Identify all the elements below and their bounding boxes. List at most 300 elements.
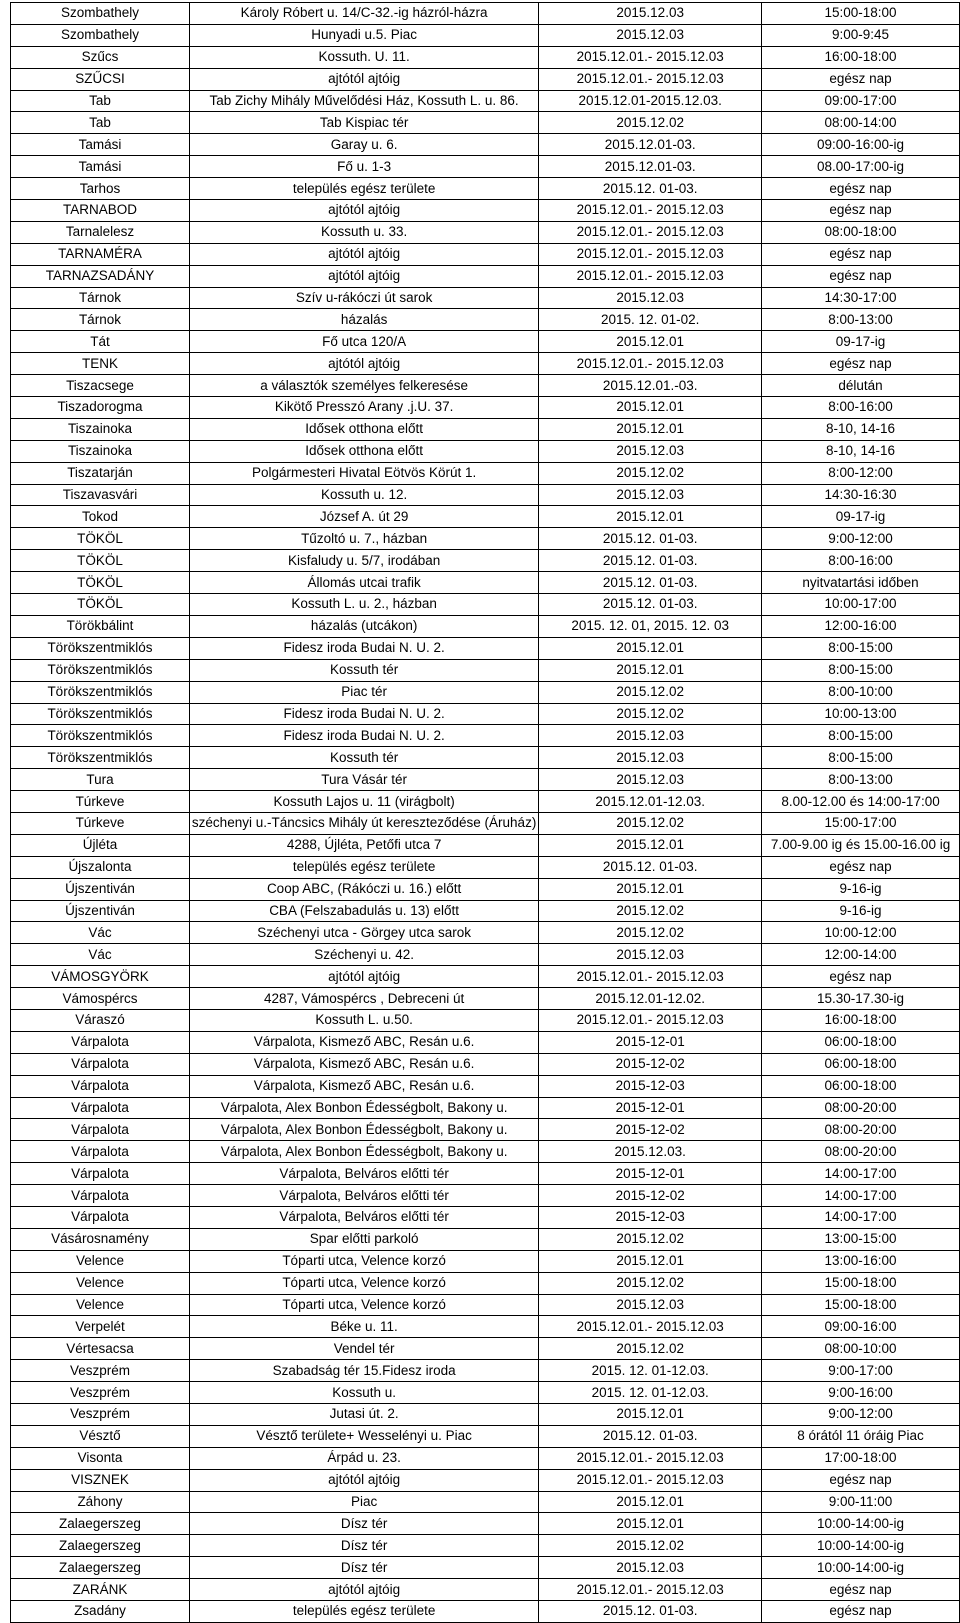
cell-settlement: Várpalota [11, 1163, 190, 1185]
table-row [11, 1250, 960, 1272]
table-row [11, 878, 960, 900]
cell-time: 9:00-12:00 [762, 1404, 960, 1426]
cell-location: Várpalota, Kismező ABC, Resán u.6. [189, 1031, 538, 1053]
cell-location: Piac tér [189, 681, 538, 703]
cell-settlement: Vámospércs [11, 988, 190, 1010]
cell-time: 8:00-15:00 [762, 747, 960, 769]
cell-location: Várpalota, Alex Bonbon Édességbolt, Bakony u. [189, 1119, 538, 1141]
cell-location: Kisfaludy u. 5/7, irodában [189, 550, 538, 572]
cell-settlement: Zsadány [11, 1601, 190, 1623]
cell-time: 14:00-17:00 [762, 1185, 960, 1207]
cell-settlement: TARNAZSADÁNY [11, 265, 190, 287]
cell-time: 08:00-20:00 [762, 1141, 960, 1163]
cell-date: 2015.12.03 [539, 484, 762, 506]
cell-time: 10:00-14:00-ig [762, 1557, 960, 1579]
cell-time: 8:00-15:00 [762, 637, 960, 659]
cell-settlement: Tiszatarján [11, 462, 190, 484]
cell-date: 2015.12.02 [539, 922, 762, 944]
cell-settlement: Vértesacsa [11, 1338, 190, 1360]
table-row [11, 1119, 960, 1141]
table-row [11, 90, 960, 112]
cell-date: 2015.12.03 [539, 725, 762, 747]
cell-settlement: ZARÁNK [11, 1579, 190, 1601]
cell-time: 8:00-12:00 [762, 462, 960, 484]
cell-settlement: Veszprém [11, 1382, 190, 1404]
table-row [11, 681, 960, 703]
table-row [11, 484, 960, 506]
cell-location: település egész területe [189, 1601, 538, 1623]
cell-location: Piac [189, 1491, 538, 1513]
cell-date: 2015-12-03 [539, 1206, 762, 1228]
cell-time: 8:00-16:00 [762, 550, 960, 572]
cell-location: Hunyadi u.5. Piac [189, 24, 538, 46]
cell-date: 2015.12.02 [539, 1228, 762, 1250]
table-row [11, 725, 960, 747]
table-row [11, 1447, 960, 1469]
cell-date: 2015.12.01-2015.12.03. [539, 90, 762, 112]
table-row [11, 528, 960, 550]
cell-date: 2015.12.02 [539, 1535, 762, 1557]
cell-location: Polgármesteri Hivatal Eötvös Körút 1. [189, 462, 538, 484]
cell-location: ajtótól ajtóig [189, 1579, 538, 1601]
table-row [11, 856, 960, 878]
cell-date: 2015.12.01-03. [539, 134, 762, 156]
cell-location: Garay u. 6. [189, 134, 538, 156]
cell-time: 08.00-17:00-ig [762, 156, 960, 178]
table-row [11, 1272, 960, 1294]
table-row [11, 1601, 960, 1623]
table-row [11, 3, 960, 25]
cell-time: 10:00-14:00-ig [762, 1513, 960, 1535]
cell-date: 2015.12.03 [539, 440, 762, 462]
cell-time: 09-17-ig [762, 331, 960, 353]
table-row [11, 221, 960, 243]
cell-location: Állomás utcai trafik [189, 572, 538, 594]
cell-location: Várpalota, Belváros előtti tér [189, 1163, 538, 1185]
cell-time: 8.00-12.00 és 14:00-17:00 [762, 791, 960, 813]
cell-date: 2015.12.03 [539, 287, 762, 309]
cell-location: József A. út 29 [189, 506, 538, 528]
cell-settlement: Veszprém [11, 1360, 190, 1382]
cell-date: 2015.12. 01-03. [539, 1601, 762, 1623]
cell-settlement: Tarnalelesz [11, 221, 190, 243]
cell-time: 8:00-13:00 [762, 309, 960, 331]
cell-date: 2015.12.02 [539, 812, 762, 834]
cell-location: a választók személyes felkeresése [189, 375, 538, 397]
table-row [11, 1535, 960, 1557]
cell-time: 09-17-ig [762, 506, 960, 528]
cell-location: Szív u-rákóczi út sarok [189, 287, 538, 309]
cell-location: Idősek otthona előtt [189, 418, 538, 440]
cell-time: 8-10, 14-16 [762, 418, 960, 440]
cell-date: 2015.12.03 [539, 1294, 762, 1316]
cell-location: Kossuth L. u.50. [189, 1009, 538, 1031]
cell-location: Dísz tér [189, 1535, 538, 1557]
cell-location: Fő utca 120/A [189, 331, 538, 353]
cell-settlement: Törökszentmiklós [11, 747, 190, 769]
cell-time: 8 órától 11 óráig Piac [762, 1425, 960, 1447]
cell-location: ajtótól ajtóig [189, 68, 538, 90]
cell-time: 14:00-17:00 [762, 1206, 960, 1228]
cell-date: 2015.12.03 [539, 3, 762, 25]
cell-date: 2015.12.01 [539, 418, 762, 440]
table-row [11, 462, 960, 484]
cell-time: 08:00-14:00 [762, 112, 960, 134]
cell-settlement: Záhony [11, 1491, 190, 1513]
table-row [11, 375, 960, 397]
table-row [11, 68, 960, 90]
cell-settlement: TÖKÖL [11, 528, 190, 550]
cell-settlement: Vásárosnamény [11, 1228, 190, 1250]
cell-settlement: TÖKÖL [11, 550, 190, 572]
cell-time: 09:00-16:00-ig [762, 134, 960, 156]
cell-time: 10:00-14:00-ig [762, 1535, 960, 1557]
table-row [11, 1097, 960, 1119]
cell-location: Várpalota, Kismező ABC, Resán u.6. [189, 1075, 538, 1097]
table-row [11, 966, 960, 988]
cell-time: 9:00-17:00 [762, 1360, 960, 1382]
cell-location: Kossuth u. 12. [189, 484, 538, 506]
cell-time: egész nap [762, 856, 960, 878]
cell-settlement: Zalaegerszeg [11, 1535, 190, 1557]
cell-time: délután [762, 375, 960, 397]
cell-time: 08:00-20:00 [762, 1097, 960, 1119]
cell-time: 10:00-12:00 [762, 922, 960, 944]
cell-date: 2015.12.01.- 2015.12.03 [539, 265, 762, 287]
cell-time: egész nap [762, 178, 960, 200]
cell-date: 2015.12.01.- 2015.12.03 [539, 68, 762, 90]
cell-date: 2015.12. 01-03. [539, 572, 762, 594]
table-row [11, 200, 960, 222]
table-row [11, 1206, 960, 1228]
cell-time: 7.00-9.00 ig és 15.00-16.00 ig [762, 834, 960, 856]
cell-settlement: Újszalonta [11, 856, 190, 878]
cell-location: Tura Vásár tér [189, 769, 538, 791]
cell-date: 2015-12-03 [539, 1075, 762, 1097]
cell-date: 2015.12.01.- 2015.12.03 [539, 221, 762, 243]
cell-location: Tűzoltó u. 7., házban [189, 528, 538, 550]
cell-time: 9:00-12:00 [762, 528, 960, 550]
cell-settlement: Tab [11, 90, 190, 112]
cell-date: 2015.12.01 [539, 506, 762, 528]
cell-settlement: Várpalota [11, 1185, 190, 1207]
cell-time: 8-10, 14-16 [762, 440, 960, 462]
cell-date: 2015.12.01 [539, 1404, 762, 1426]
cell-location: Kossuth Lajos u. 11 (virágbolt) [189, 791, 538, 813]
cell-time: egész nap [762, 243, 960, 265]
cell-date: 2015.12.03 [539, 1557, 762, 1579]
cell-location: Széchenyi utca - Görgey utca sarok [189, 922, 538, 944]
cell-date: 2015.12. 01-03. [539, 528, 762, 550]
cell-settlement: Vác [11, 922, 190, 944]
cell-location: Fidesz iroda Budai N. U. 2. [189, 637, 538, 659]
cell-location: Fő u. 1-3 [189, 156, 538, 178]
table-row [11, 572, 960, 594]
table-row [11, 1141, 960, 1163]
cell-settlement: Törökszentmiklós [11, 681, 190, 703]
cell-date: 2015.12. 01-03. [539, 178, 762, 200]
cell-time: 13:00-16:00 [762, 1250, 960, 1272]
cell-settlement: Túrkeve [11, 791, 190, 813]
table-row [11, 440, 960, 462]
cell-settlement: Vác [11, 944, 190, 966]
cell-date: 2015.12.01 [539, 659, 762, 681]
cell-time: 10:00-13:00 [762, 703, 960, 725]
cell-location: Tóparti utca, Velence korzó [189, 1294, 538, 1316]
cell-time: 08:00-18:00 [762, 221, 960, 243]
cell-time: 14:00-17:00 [762, 1163, 960, 1185]
cell-time: 06:00-18:00 [762, 1031, 960, 1053]
cell-settlement: Várpalota [11, 1206, 190, 1228]
table-row [11, 331, 960, 353]
table-row [11, 834, 960, 856]
table-row [11, 243, 960, 265]
cell-date: 2015.12.01 [539, 1250, 762, 1272]
cell-date: 2015-12-01 [539, 1031, 762, 1053]
cell-location: Szabadság tér 15.Fidesz iroda [189, 1360, 538, 1382]
table-row [11, 1382, 960, 1404]
cell-date: 2015.12.01.- 2015.12.03 [539, 1009, 762, 1031]
table-row [11, 637, 960, 659]
table-row [11, 178, 960, 200]
cell-date: 2015.12.02 [539, 1338, 762, 1360]
cell-time: 16:00-18:00 [762, 46, 960, 68]
cell-date: 2015-12-02 [539, 1053, 762, 1075]
cell-location: Kossuth u. 33. [189, 221, 538, 243]
cell-date: 2015.12.01 [539, 1513, 762, 1535]
cell-settlement: Várpalota [11, 1053, 190, 1075]
cell-location: Várpalota, Alex Bonbon Édességbolt, Bakony u. [189, 1097, 538, 1119]
cell-location: Kossuth u. [189, 1382, 538, 1404]
table-row [11, 24, 960, 46]
cell-time: 15:00-18:00 [762, 3, 960, 25]
cell-settlement: Törökszentmiklós [11, 703, 190, 725]
cell-time: 12:00-14:00 [762, 944, 960, 966]
cell-settlement: Zalaegerszeg [11, 1557, 190, 1579]
cell-time: 8:00-15:00 [762, 725, 960, 747]
table-row [11, 1228, 960, 1250]
schedule-table-body [11, 3, 960, 1623]
cell-settlement: TARNABOD [11, 200, 190, 222]
cell-date: 2015.12.01.- 2015.12.03 [539, 1579, 762, 1601]
cell-settlement: Tiszavasvári [11, 484, 190, 506]
cell-location: Dísz tér [189, 1557, 538, 1579]
cell-location: ajtótól ajtóig [189, 966, 538, 988]
cell-location: település egész területe [189, 178, 538, 200]
cell-settlement: TENK [11, 353, 190, 375]
table-row [11, 1075, 960, 1097]
cell-time: 09:00-17:00 [762, 90, 960, 112]
table-row [11, 703, 960, 725]
cell-settlement: Törökszentmiklós [11, 725, 190, 747]
cell-settlement: TÖKÖL [11, 594, 190, 616]
table-row [11, 506, 960, 528]
cell-location: Kossuth tér [189, 747, 538, 769]
cell-time: 09:00-16:00 [762, 1316, 960, 1338]
cell-location: Kossuth tér [189, 659, 538, 681]
cell-time: egész nap [762, 265, 960, 287]
cell-time: egész nap [762, 1469, 960, 1491]
cell-settlement: Visonta [11, 1447, 190, 1469]
table-row [11, 1163, 960, 1185]
table-row [11, 1469, 960, 1491]
cell-settlement: Zalaegerszeg [11, 1513, 190, 1535]
cell-location: Kikötő Presszó Arany .j.U. 37. [189, 397, 538, 419]
cell-date: 2015.12.01.-03. [539, 375, 762, 397]
cell-settlement: Várpalota [11, 1119, 190, 1141]
cell-location: ajtótól ajtóig [189, 200, 538, 222]
cell-location: ajtótól ajtóig [189, 353, 538, 375]
cell-time: 9-16-ig [762, 900, 960, 922]
cell-settlement: Váraszó [11, 1009, 190, 1031]
cell-location: Várpalota, Belváros előtti tér [189, 1206, 538, 1228]
cell-location: Széchenyi u. 42. [189, 944, 538, 966]
cell-date: 2015.12.01 [539, 1491, 762, 1513]
schedule-table [10, 2, 960, 1623]
cell-time: 9:00-9:45 [762, 24, 960, 46]
table-row [11, 1513, 960, 1535]
cell-settlement: Tárnok [11, 309, 190, 331]
cell-time: 06:00-18:00 [762, 1075, 960, 1097]
cell-date: 2015.12.02 [539, 1272, 762, 1294]
cell-time: 13:00-15:00 [762, 1228, 960, 1250]
cell-location: CBA (Felszabadulás u. 13) előtt [189, 900, 538, 922]
table-row [11, 1031, 960, 1053]
cell-time: 17:00-18:00 [762, 1447, 960, 1469]
cell-date: 2015.12.02 [539, 462, 762, 484]
cell-settlement: Törökszentmiklós [11, 659, 190, 681]
table-row [11, 287, 960, 309]
cell-settlement: Vésztő [11, 1425, 190, 1447]
cell-location: ajtótól ajtóig [189, 1469, 538, 1491]
table-row [11, 659, 960, 681]
cell-location: Coop ABC, (Rákóczi u. 16.) előtt [189, 878, 538, 900]
cell-date: 2015.12.01.- 2015.12.03 [539, 1447, 762, 1469]
cell-date: 2015.12.01-03. [539, 156, 762, 178]
table-row [11, 1009, 960, 1031]
cell-date: 2015.12.01.- 2015.12.03 [539, 353, 762, 375]
table-row [11, 1579, 960, 1601]
cell-date: 2015. 12. 01-12.03. [539, 1382, 762, 1404]
cell-date: 2015.12.01 [539, 331, 762, 353]
table-row [11, 418, 960, 440]
cell-time: egész nap [762, 1601, 960, 1623]
cell-settlement: Szombathely [11, 24, 190, 46]
cell-settlement: Várpalota [11, 1075, 190, 1097]
table-row [11, 1360, 960, 1382]
cell-settlement: TARNAMÉRA [11, 243, 190, 265]
cell-settlement: Velence [11, 1294, 190, 1316]
cell-location: Jutasi út. 2. [189, 1404, 538, 1426]
cell-location: Várpalota, Belváros előtti tér [189, 1185, 538, 1207]
table-row [11, 1185, 960, 1207]
cell-time: 16:00-18:00 [762, 1009, 960, 1031]
cell-date: 2015.12.02 [539, 703, 762, 725]
table-row [11, 353, 960, 375]
cell-location: Vésztő területe+ Wesselényi u. Piac [189, 1425, 538, 1447]
cell-location: település egész területe [189, 856, 538, 878]
cell-time: 15.30-17.30-ig [762, 988, 960, 1010]
cell-location: Tóparti utca, Velence korzó [189, 1250, 538, 1272]
cell-date: 2015.12.03 [539, 944, 762, 966]
cell-date: 2015-12-02 [539, 1119, 762, 1141]
cell-time: egész nap [762, 353, 960, 375]
cell-date: 2015.12.03. [539, 1141, 762, 1163]
cell-time: 14:30-16:30 [762, 484, 960, 506]
cell-settlement: Várpalota [11, 1141, 190, 1163]
table-row [11, 791, 960, 813]
cell-time: 15:00-18:00 [762, 1272, 960, 1294]
cell-location: Dísz tér [189, 1513, 538, 1535]
table-row [11, 397, 960, 419]
table-row [11, 309, 960, 331]
cell-location: Kossuth. U. 11. [189, 46, 538, 68]
cell-date: 2015-12-01 [539, 1097, 762, 1119]
cell-settlement: Túrkeve [11, 812, 190, 834]
cell-date: 2015.12.01.- 2015.12.03 [539, 200, 762, 222]
cell-time: nyitvatartási időben [762, 572, 960, 594]
cell-location: házalás [189, 309, 538, 331]
cell-settlement: Tab [11, 112, 190, 134]
cell-date: 2015.12.01.- 2015.12.03 [539, 966, 762, 988]
cell-date: 2015.12. 01-03. [539, 1425, 762, 1447]
cell-date: 2015.12.01-12.03. [539, 791, 762, 813]
table-row [11, 988, 960, 1010]
cell-date: 2015.12.01-12.02. [539, 988, 762, 1010]
table-row [11, 1425, 960, 1447]
cell-settlement: SZŰCSI [11, 68, 190, 90]
cell-time: 8:00-15:00 [762, 659, 960, 681]
cell-location: házalás (utcákon) [189, 615, 538, 637]
table-row [11, 615, 960, 637]
cell-time: 10:00-17:00 [762, 594, 960, 616]
cell-settlement: Tiszainoka [11, 440, 190, 462]
cell-settlement: Tamási [11, 134, 190, 156]
cell-date: 2015. 12. 01-12.03. [539, 1360, 762, 1382]
cell-date: 2015.12.01 [539, 637, 762, 659]
cell-settlement: Újszentiván [11, 900, 190, 922]
cell-date: 2015.12.01 [539, 878, 762, 900]
table-row [11, 1557, 960, 1579]
cell-location: Fidesz iroda Budai N. U. 2. [189, 703, 538, 725]
table-row [11, 1491, 960, 1513]
cell-settlement: Tamási [11, 156, 190, 178]
cell-settlement: Újléta [11, 834, 190, 856]
table-row [11, 1294, 960, 1316]
cell-date: 2015.12.01 [539, 397, 762, 419]
cell-location: ajtótól ajtóig [189, 243, 538, 265]
table-row [11, 922, 960, 944]
table-row [11, 812, 960, 834]
cell-time: 9:00-16:00 [762, 1382, 960, 1404]
cell-settlement: Szombathely [11, 3, 190, 25]
cell-settlement: Törökbálint [11, 615, 190, 637]
cell-date: 2015.12.01 [539, 834, 762, 856]
cell-location: széchenyi u.-Táncsics Mihály út kereszteződése (Áruház) [189, 812, 538, 834]
cell-settlement: Velence [11, 1272, 190, 1294]
cell-time: 9:00-11:00 [762, 1491, 960, 1513]
cell-location: Károly Róbert u. 14/C-32.-ig házról-házra [189, 3, 538, 25]
cell-location: Kossuth L. u. 2., házban [189, 594, 538, 616]
cell-date: 2015.12.01.- 2015.12.03 [539, 1316, 762, 1338]
cell-location: 4288, Újléta, Petőfi utca 7 [189, 834, 538, 856]
cell-location: Idősek otthona előtt [189, 440, 538, 462]
cell-date: 2015.12.01.- 2015.12.03 [539, 243, 762, 265]
cell-time: 8:00-13:00 [762, 769, 960, 791]
table-row [11, 900, 960, 922]
cell-time: 08:00-20:00 [762, 1119, 960, 1141]
cell-settlement: Tiszainoka [11, 418, 190, 440]
